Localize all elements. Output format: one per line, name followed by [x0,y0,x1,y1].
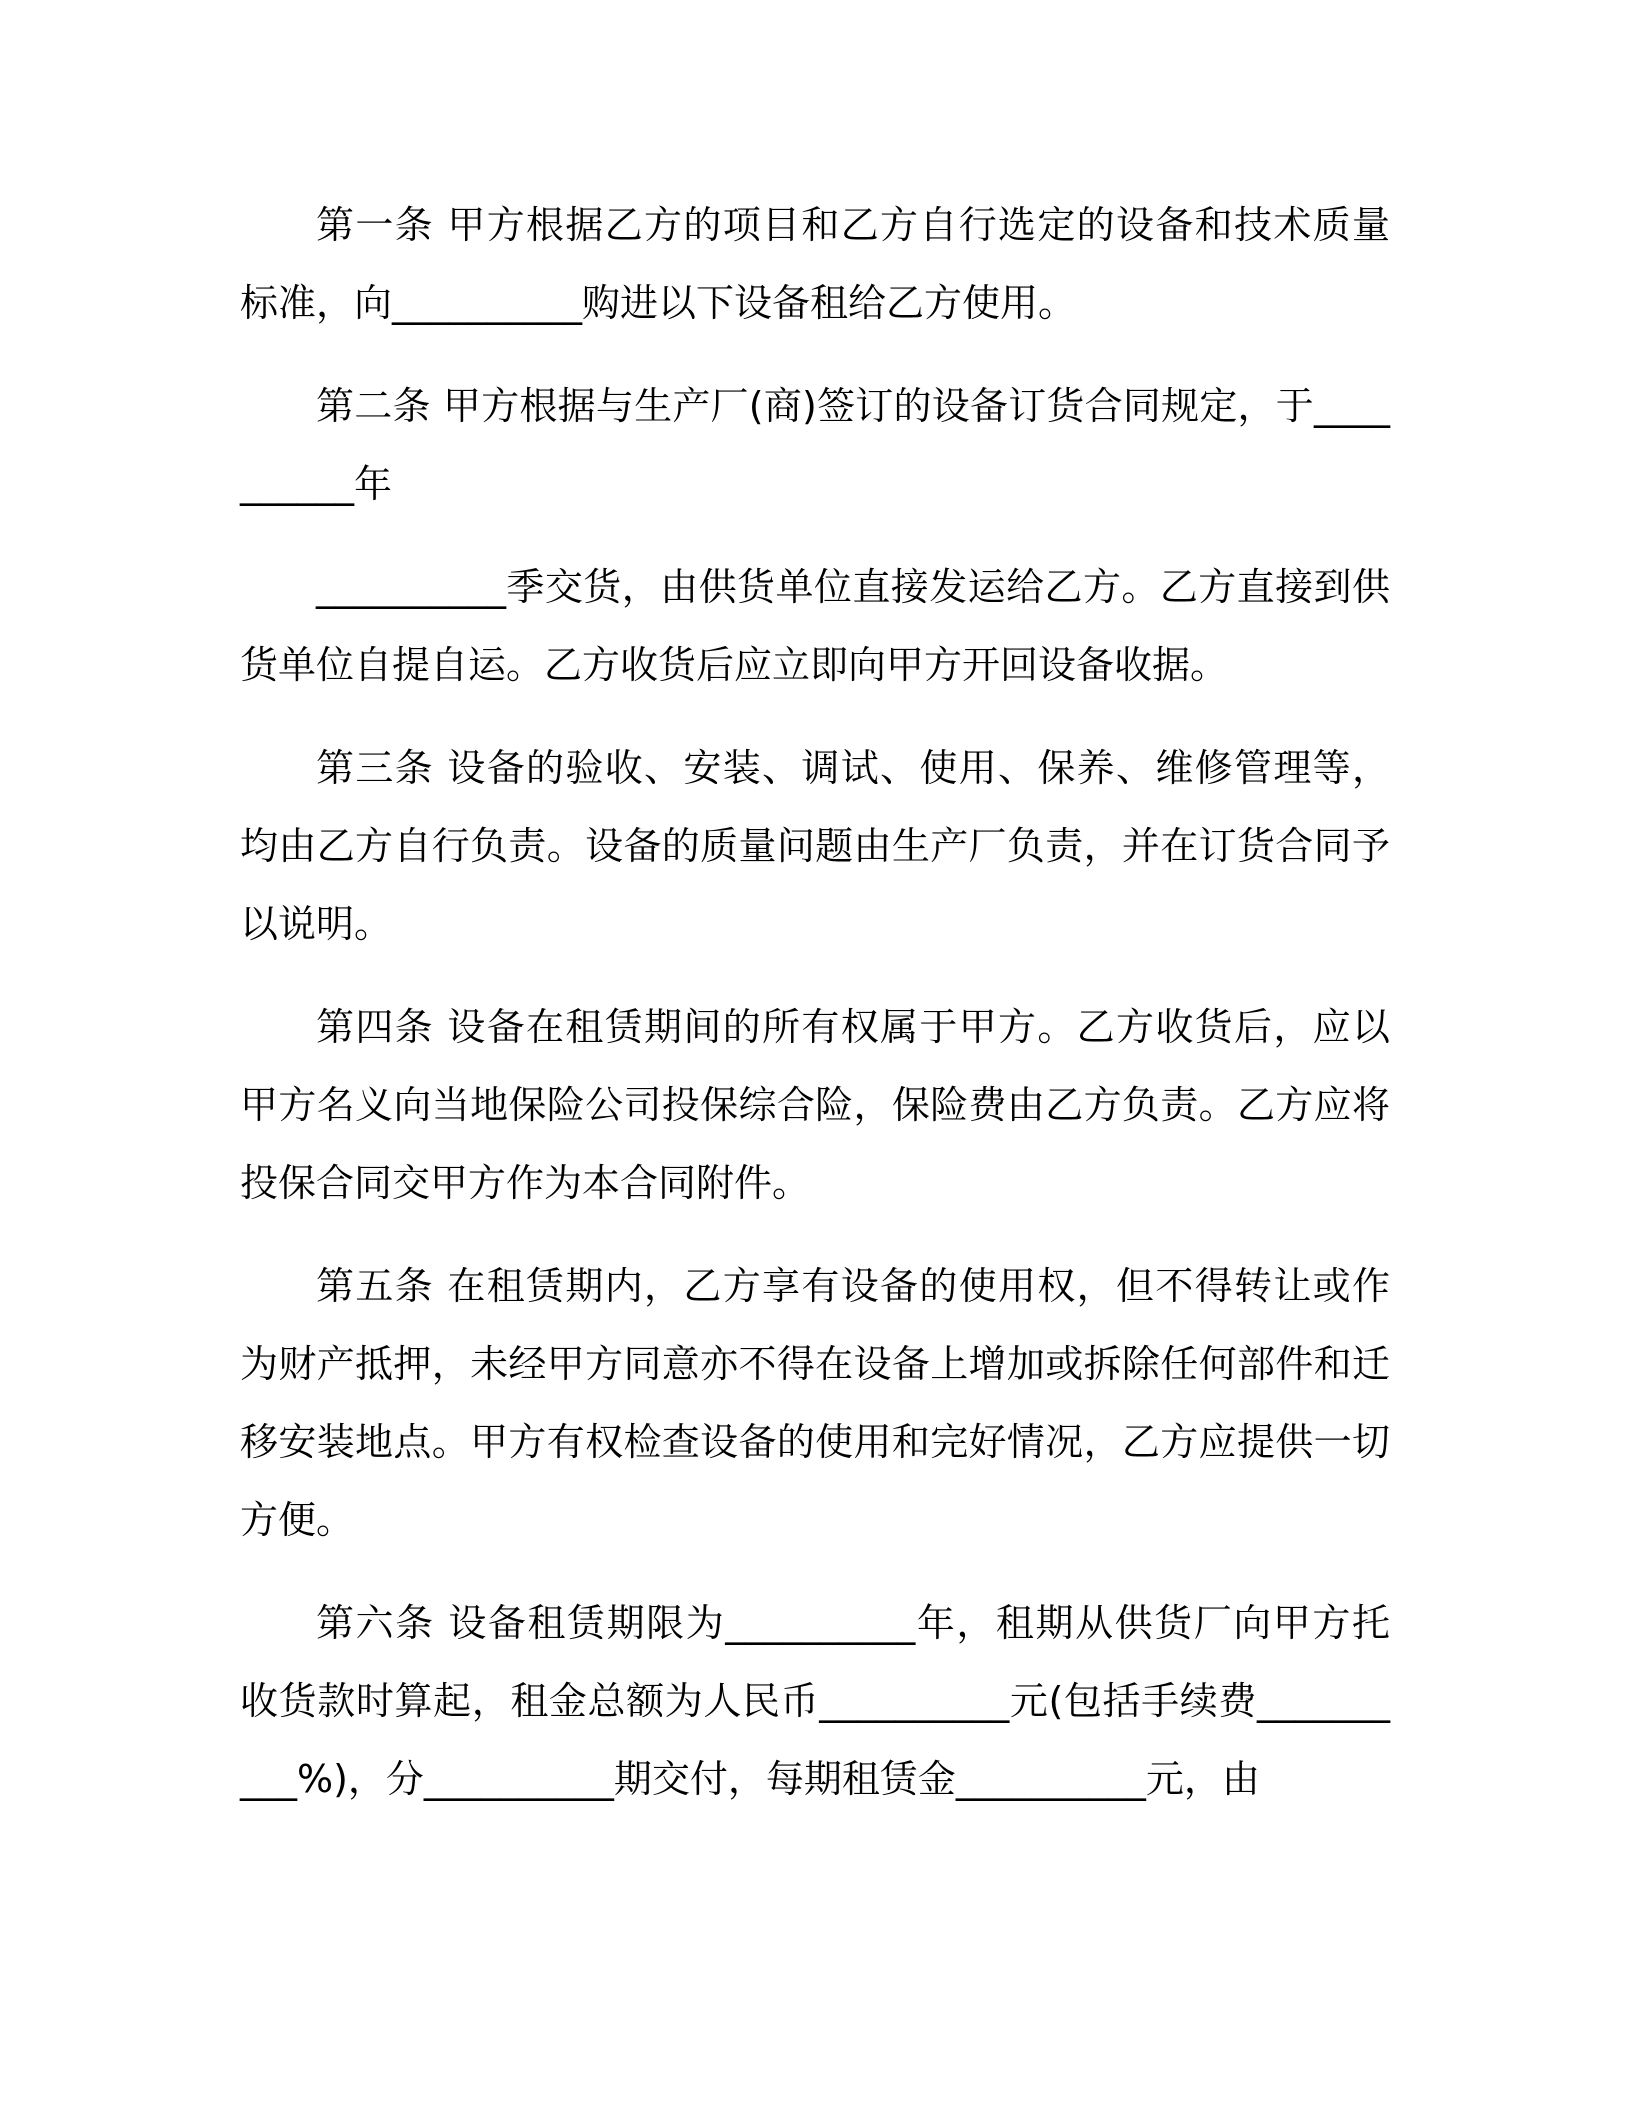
paragraph-article-2: 第二条 甲方根据与生产厂(商)签订的设备订货合同规定，于__________年 [240,384,1390,506]
paragraph-article-4: 第四条 设备在租赁期间的所有权属于甲方。乙方收货后，应以甲方名义向当地保险公司投保综合险，保险费由乙方负责。乙方应将投保合同交甲方作为本合同附件。 [240,1005,1390,1205]
paragraph-article-2-continued: __________季交货，由供货单位直接发运给乙方。乙方直接到供货单位自提自运。乙方收货后应立即向甲方开回设备收据。 [240,565,1390,687]
paragraph-article-3: 第三条 设备的验收、安装、调试、使用、保养、维修管理等，均由乙方自行负责。设备的质量问题由生产厂负责，并在订货合同予以说明。 [240,746,1390,946]
paragraph-article-1: 第一条 甲方根据乙方的项目和乙方自行选定的设备和技术质量标准，向__________购进以下设备租给乙方使用。 [240,203,1390,325]
paragraph-article-5: 第五条 在租赁期内，乙方享有设备的使用权，但不得转让或作为财产抵押，未经甲方同意亦不得在设备上增加或拆除任何部件和迁移安装地点。甲方有权检查设备的使用和完好情况，乙方应提供一切方便。 [240,1264,1390,1542]
document-body [240,186,1390,1843]
paragraph-article-6: 第六条 设备租赁期限为__________年，租期从供货厂向甲方托收货款时算起，租金总额为人民币__________元(包括手续费__________%)，分__________期交付，每期租赁金__________元，由 [240,1601,1390,1801]
